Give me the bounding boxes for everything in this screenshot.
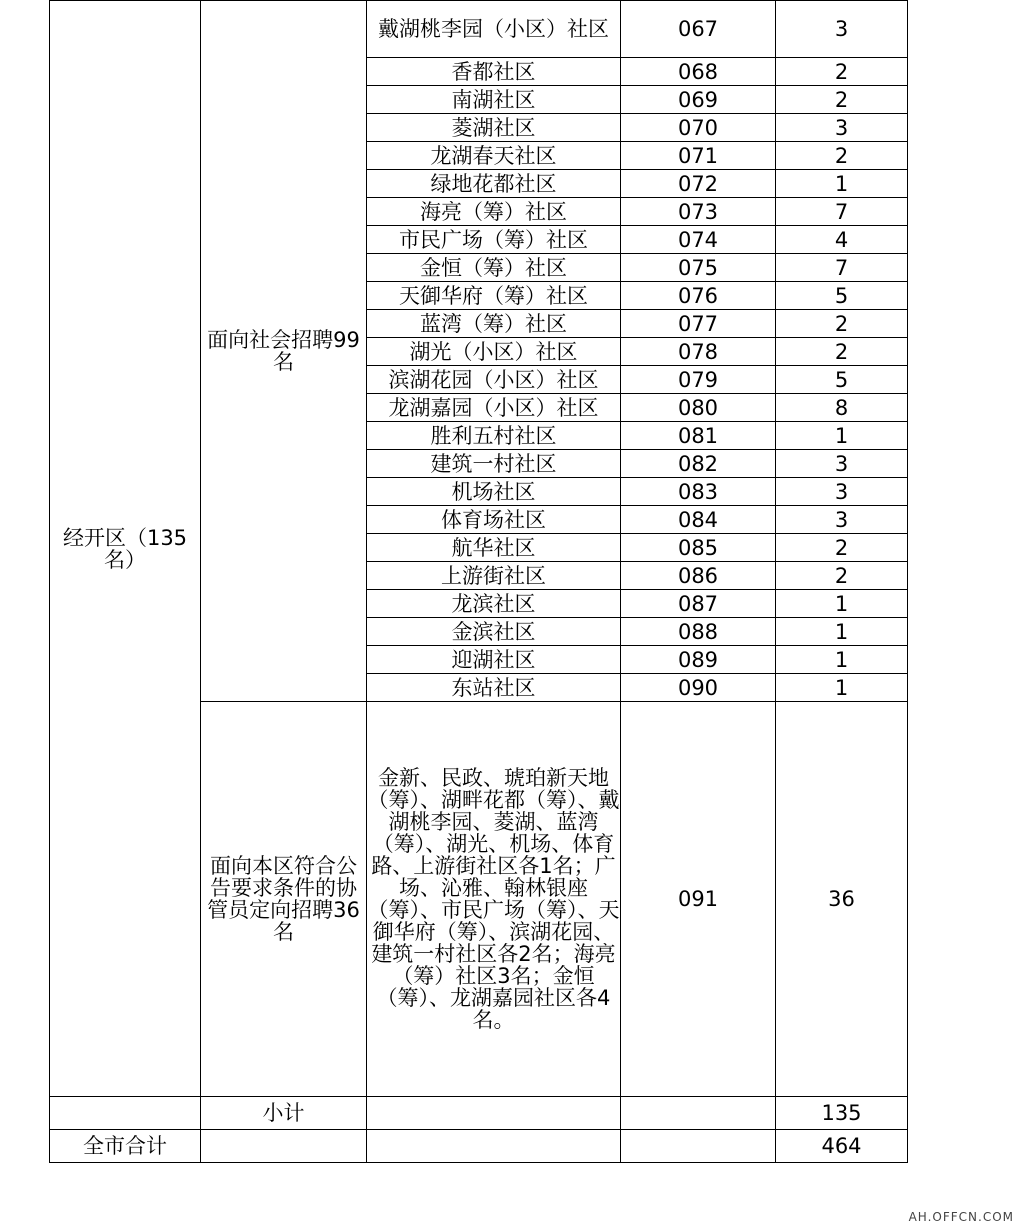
group-social-cell: 面向社会招聘99名 xyxy=(201,1,367,702)
headcount-cell: 1 xyxy=(776,590,908,618)
subtotal-empty-cell xyxy=(50,1097,201,1130)
position-code-cell: 082 xyxy=(621,450,776,478)
headcount-cell: 7 xyxy=(776,254,908,282)
community-name-cell: 菱湖社区 xyxy=(367,114,621,142)
position-code-cell: 075 xyxy=(621,254,776,282)
targeted-detail-cell xyxy=(367,702,621,1097)
headcount-cell: 1 xyxy=(776,618,908,646)
position-code-cell: 079 xyxy=(621,366,776,394)
community-name-cell: 金滨社区 xyxy=(367,618,621,646)
district-cell: 经开区（135名） xyxy=(50,1,201,1097)
headcount-cell: 3 xyxy=(776,450,908,478)
subtotal-row xyxy=(50,1097,908,1130)
community-name-cell: 迎湖社区 xyxy=(367,646,621,674)
position-code-cell: 089 xyxy=(621,646,776,674)
subtotal-empty-cell xyxy=(621,1097,776,1130)
headcount-cell: 8 xyxy=(776,394,908,422)
community-name-cell: 南湖社区 xyxy=(367,86,621,114)
recruitment-table xyxy=(49,0,908,1163)
community-name-cell: 蓝湾（筹）社区 xyxy=(367,310,621,338)
position-code-cell: 088 xyxy=(621,618,776,646)
headcount-cell: 1 xyxy=(776,422,908,450)
position-code-cell: 083 xyxy=(621,478,776,506)
targeted-count-cell: 36 xyxy=(776,702,908,1097)
headcount-cell: 5 xyxy=(776,282,908,310)
community-name-cell: 滨湖花园（小区）社区 xyxy=(367,366,621,394)
position-code-cell: 074 xyxy=(621,226,776,254)
total-label-cell: 全市合计 xyxy=(50,1130,201,1163)
community-name-cell: 金恒（筹）社区 xyxy=(367,254,621,282)
table-body xyxy=(50,1,908,1163)
position-code-cell: 067 xyxy=(621,1,776,58)
position-code-cell: 071 xyxy=(621,142,776,170)
targeted-detail-text: 金新、民政、琥珀新天地（筹）、湖畔花都（筹）、戴湖桃李园、菱湖、蓝湾（筹）、湖光、机场、体育路、上游街社区各1名；广场、沁雅、翰林银座（筹）、市民广场（筹）、天御华府（筹）、滨湖花园、建筑一村社区各2名；海亮（筹）社区3名；金恒（筹）、龙湖嘉园社区各4名。 xyxy=(367,766,620,1032)
group-targeted-cell: 面向本区符合公告要求条件的协管员定向招聘36名 xyxy=(201,702,367,1097)
community-name-cell: 上游街社区 xyxy=(367,562,621,590)
subtotal-label-cell: 小计 xyxy=(201,1097,367,1130)
position-code-cell: 070 xyxy=(621,114,776,142)
community-name-cell: 体育场社区 xyxy=(367,506,621,534)
position-code-cell: 081 xyxy=(621,422,776,450)
headcount-cell: 5 xyxy=(776,366,908,394)
headcount-cell: 2 xyxy=(776,534,908,562)
headcount-cell: 2 xyxy=(776,562,908,590)
headcount-cell: 1 xyxy=(776,674,908,702)
headcount-cell: 2 xyxy=(776,310,908,338)
position-code-cell: 069 xyxy=(621,86,776,114)
community-name-cell: 胜利五村社区 xyxy=(367,422,621,450)
position-code-cell: 068 xyxy=(621,58,776,86)
position-code-cell: 085 xyxy=(621,534,776,562)
headcount-cell: 2 xyxy=(776,142,908,170)
total-empty-cell xyxy=(201,1130,367,1163)
total-empty-cell xyxy=(367,1130,621,1163)
community-name-cell: 龙滨社区 xyxy=(367,590,621,618)
position-code-cell: 073 xyxy=(621,198,776,226)
community-name-cell: 机场社区 xyxy=(367,478,621,506)
community-name-cell: 市民广场（筹）社区 xyxy=(367,226,621,254)
headcount-cell: 2 xyxy=(776,86,908,114)
community-name-cell: 海亮（筹）社区 xyxy=(367,198,621,226)
community-name-cell: 湖光（小区）社区 xyxy=(367,338,621,366)
community-name-cell: 戴湖桃李园（小区）社区 xyxy=(367,1,621,58)
total-empty-cell xyxy=(621,1130,776,1163)
subtotal-empty-cell xyxy=(367,1097,621,1130)
community-name-cell: 航华社区 xyxy=(367,534,621,562)
watermark: AH.OFFCN.COM xyxy=(908,1210,1014,1224)
community-name-cell: 龙湖春天社区 xyxy=(367,142,621,170)
headcount-cell: 3 xyxy=(776,506,908,534)
position-code-cell: 084 xyxy=(621,506,776,534)
position-code-cell: 087 xyxy=(621,590,776,618)
headcount-cell: 2 xyxy=(776,58,908,86)
position-code-cell: 072 xyxy=(621,170,776,198)
community-name-cell: 天御华府（筹）社区 xyxy=(367,282,621,310)
headcount-cell: 2 xyxy=(776,338,908,366)
headcount-cell: 1 xyxy=(776,170,908,198)
headcount-cell: 3 xyxy=(776,1,908,58)
community-name-cell: 香都社区 xyxy=(367,58,621,86)
table-row xyxy=(50,1,908,58)
position-code-cell: 080 xyxy=(621,394,776,422)
community-name-cell: 绿地花都社区 xyxy=(367,170,621,198)
headcount-cell: 1 xyxy=(776,646,908,674)
targeted-code-cell: 091 xyxy=(621,702,776,1097)
community-name-cell: 东站社区 xyxy=(367,674,621,702)
headcount-cell: 3 xyxy=(776,114,908,142)
position-code-cell: 086 xyxy=(621,562,776,590)
headcount-cell: 7 xyxy=(776,198,908,226)
position-code-cell: 077 xyxy=(621,310,776,338)
position-code-cell: 076 xyxy=(621,282,776,310)
headcount-cell: 4 xyxy=(776,226,908,254)
headcount-cell: 3 xyxy=(776,478,908,506)
total-count-cell: 464 xyxy=(776,1130,908,1163)
position-code-cell: 078 xyxy=(621,338,776,366)
total-row xyxy=(50,1130,908,1163)
community-name-cell: 龙湖嘉园（小区）社区 xyxy=(367,394,621,422)
subtotal-count-cell: 135 xyxy=(776,1097,908,1130)
community-name-cell: 建筑一村社区 xyxy=(367,450,621,478)
position-code-cell: 090 xyxy=(621,674,776,702)
